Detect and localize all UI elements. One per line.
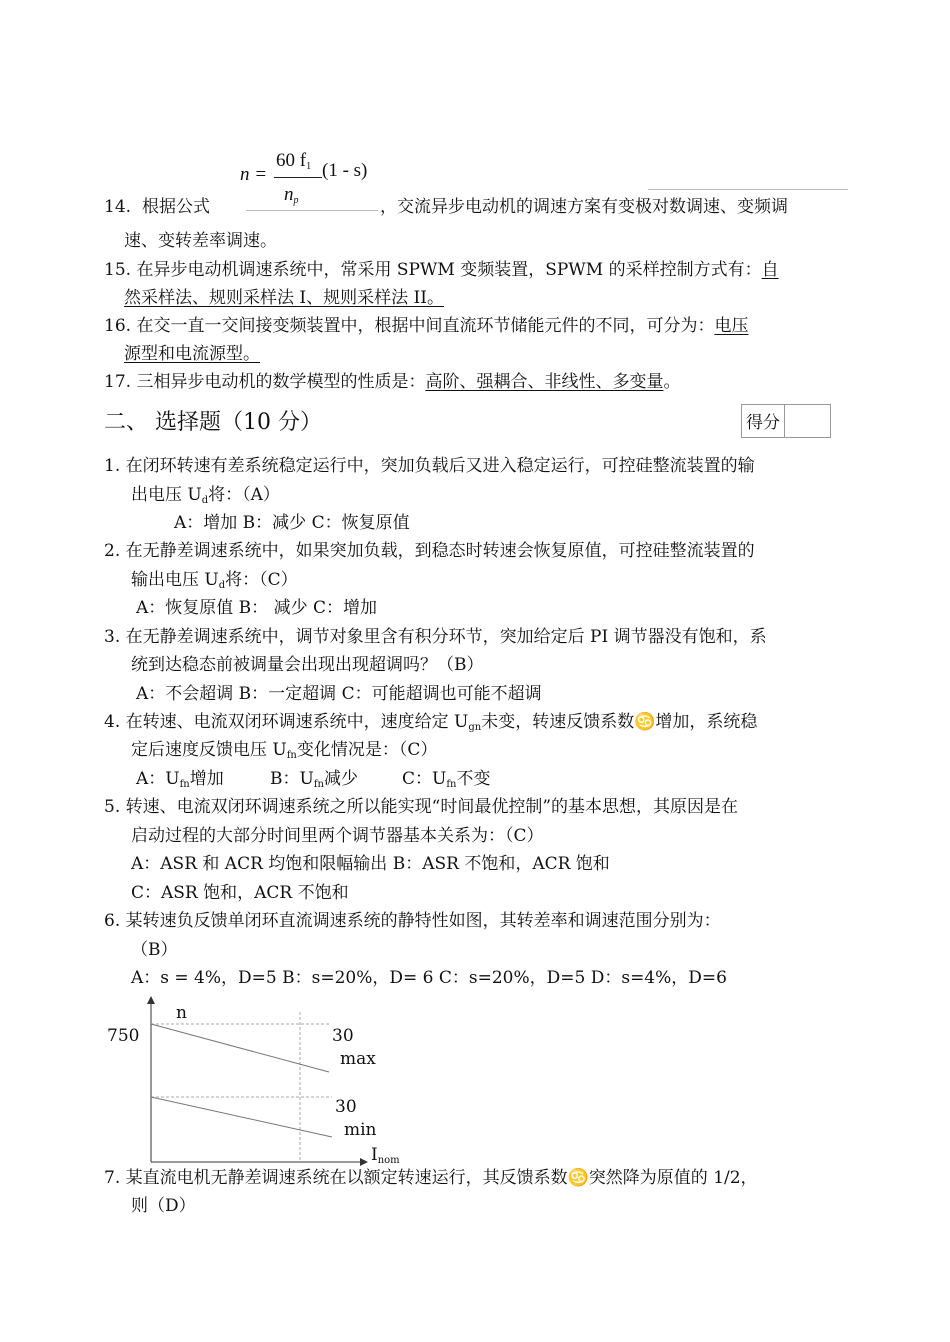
q7-line2: 则（D） xyxy=(131,1196,196,1216)
q6-options: A：s = 4%，D=5 B：s=20%，D= 6 C：s=20%，D=5 D：s=4%，D=6 xyxy=(131,968,727,988)
q4-option-b: B：$U_{fn}$减少 xyxy=(270,769,358,790)
score-label: 得分 xyxy=(746,413,780,433)
q3-line1: 3. 在无静差调速系统中，调节对象里含有积分环节，突加给定后 PI 调节器没有饱和，系 xyxy=(104,627,767,647)
q1-line1: 1. 在闭环转速有差系统稳定运行中，突加负载后又进入稳定运行，可控硅整流装置的输 xyxy=(104,456,755,476)
q3-line2: 统到达稳态前被调量会出现出现超调吗？（B） xyxy=(131,655,484,675)
q1-options: A：增加 B：减少 C：恢复原值 xyxy=(174,513,410,533)
q5-line1: 5. 转速、电流双闭环调速系统之所以能实现“时间最优控制”的基本思想，其原因是在 xyxy=(104,797,739,817)
y-tick-750: 750 xyxy=(107,1026,140,1046)
max-label: max xyxy=(340,1049,376,1069)
q3-options: A：不会超调 B：一定超调 C：可能超调也可能不超调 xyxy=(136,684,542,704)
max-characteristic-line xyxy=(151,1024,329,1072)
q14-continuation: 速、变转差率调速。 xyxy=(124,231,277,251)
q14-after: ，交流异步电动机的调速方案有变极对数调速、变频调 xyxy=(380,197,788,217)
min-characteristic-line xyxy=(151,1097,332,1137)
q4-option-a: A：$U_{fn}$增加 xyxy=(136,769,224,790)
formula-denominator: $n_p$ xyxy=(284,184,299,206)
q2-options: A：恢复原值 B： 减少 C：增加 xyxy=(136,598,377,618)
q6-line1: 6. 某转速负反馈单闭环直流调速系统的静特性如图，其转差率和调速范围分别为： xyxy=(104,911,721,931)
x-axis-label: $I_{nom}$ xyxy=(371,1145,400,1166)
min-value-label: 30 xyxy=(335,1097,357,1117)
q17-line: 17. 三相异步电动机的数学模型的性质是：高阶、强耦合、非线性、多变量。 xyxy=(104,372,681,392)
q4-line2: 定后速度反馈电压 $U_{fn}$变化情况是：（C） xyxy=(131,740,438,761)
min-label: min xyxy=(344,1120,377,1140)
max-value-label: 30 xyxy=(332,1026,354,1046)
q14-number: 14. xyxy=(104,197,132,217)
q15-line1: 15. 在异步电动机调速系统中，常采用 SPWM 变频装置，SPWM 的采样控制方式有：自 xyxy=(104,260,779,280)
y-axis-label: n xyxy=(176,1003,187,1023)
formula-numerator: 60 $f_1$ xyxy=(276,150,312,172)
q6-line2: （B） xyxy=(131,940,178,960)
q15-line2: 然采样法、规则采样法 I、规则采样法 II。 xyxy=(124,288,444,308)
q4-line1: 4. 在转速、电流双闭环调速系统中，速度给定 $U_{gn}$未变，转速反馈系数♋增加，系统稳 xyxy=(104,712,758,733)
q1-line2: 出电压 $U_d$将：（A） xyxy=(131,485,280,506)
q14-before: 根据公式 xyxy=(142,197,210,217)
q2-line2: 输出电压 $U_d$将：（C） xyxy=(131,570,298,591)
q5-option-c: C：ASR 饱和，ACR 不饱和 xyxy=(131,883,349,903)
q5-options-ab: A：ASR 和 ACR 均饱和限幅输出 B：ASR 不饱和，ACR 饱和 xyxy=(131,854,610,874)
q16-line2: 源型和电流源型。 xyxy=(124,344,260,364)
q4-option-c: C：$U_{fn}$不变 xyxy=(402,769,491,790)
formula-lhs: n = xyxy=(240,164,268,185)
section2-title: 二、 选择题（10 分） xyxy=(104,410,322,435)
q5-line2: 启动过程的大部分时间里两个调节器基本关系为：（C） xyxy=(131,826,544,846)
q16-line1: 16. 在交一直一交间接变频装置中，根据中间直流环节储能元件的不同，可分为：电压 xyxy=(104,316,749,336)
q2-line1: 2. 在无静差调速系统中，如果突加负载，到稳态时转速会恢复原值，可控硅整流装置的 xyxy=(104,541,755,561)
q7-line1: 7. 某直流电机无静差调速系统在以额定转速运行，其反馈系数♋突然降为原值的 1/2， xyxy=(104,1168,758,1188)
formula-factor: (1 - s) xyxy=(322,160,368,181)
